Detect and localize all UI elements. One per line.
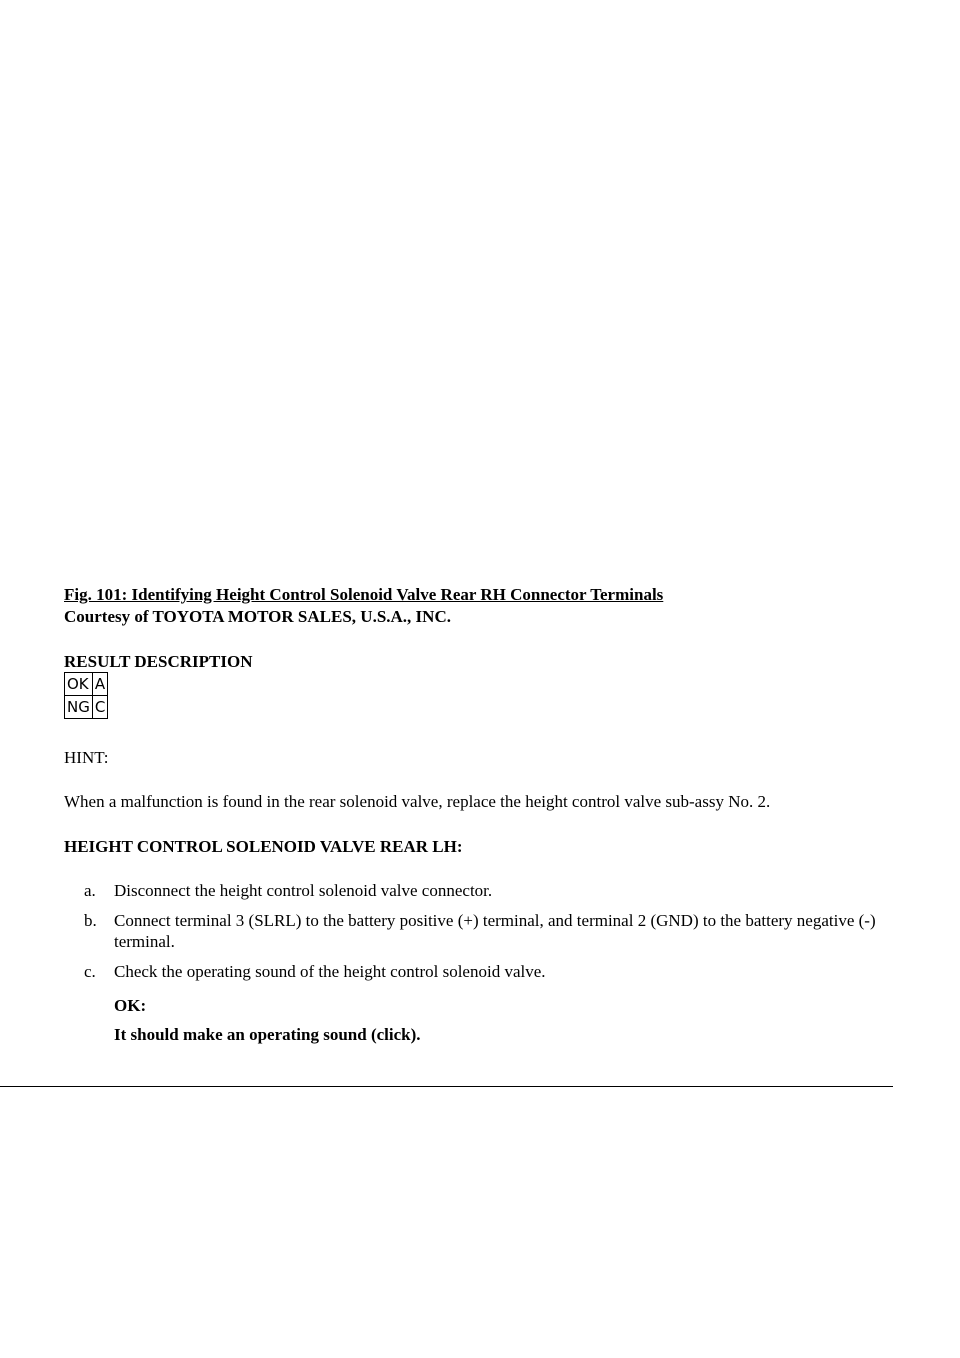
list-item: [64, 880, 894, 901]
table-row: [65, 696, 108, 719]
step-marker: c.: [84, 962, 96, 981]
list-item: [64, 910, 894, 952]
hint-text: When a malfunction is found in the rear solenoid valve, replace the height control valve sub-assy No. 2.: [64, 792, 771, 811]
step-text: Check the operating sound of the height control solenoid valve.: [114, 962, 546, 981]
step-marker: a.: [84, 881, 96, 900]
table-row: [65, 673, 108, 696]
result-table: [64, 672, 108, 719]
description-cell: C: [92, 696, 107, 719]
procedure-steps: [64, 880, 894, 991]
step-text: Connect terminal 3 (SLRL) to the battery positive (+) terminal, and terminal 2 (GND) to the battery negative (-) terminal.: [114, 911, 876, 951]
section-heading: HEIGHT CONTROL SOLENOID VALVE REAR LH:: [64, 837, 463, 856]
page-divider: [0, 1086, 893, 1087]
figure-courtesy: Courtesy of TOYOTA MOTOR SALES, U.S.A., INC.: [64, 607, 451, 626]
figure-caption[interactable]: Fig. 101: Identifying Height Control Solenoid Valve Rear RH Connector Terminals: [64, 585, 664, 604]
result-cell: OK: [65, 673, 93, 696]
figure-image-area: [64, 20, 894, 580]
hint-label: HINT:: [64, 748, 109, 767]
step-marker: b.: [84, 911, 97, 930]
result-cell: NG: [65, 696, 93, 719]
ok-criteria-text: It should make an operating sound (click).: [114, 1025, 421, 1044]
step-text: Disconnect the height control solenoid valve connector.: [114, 881, 493, 900]
list-item: [64, 961, 894, 982]
description-cell: A: [92, 673, 107, 696]
ok-label: OK:: [114, 996, 147, 1015]
result-description-heading: RESULT DESCRIPTION: [64, 652, 253, 671]
